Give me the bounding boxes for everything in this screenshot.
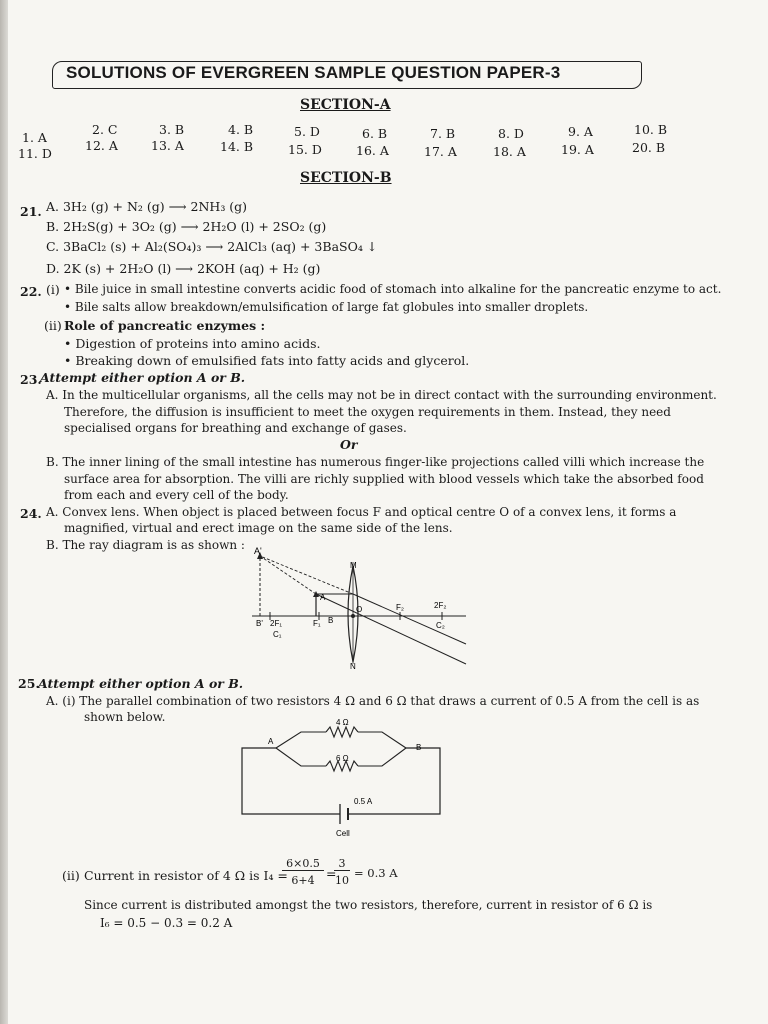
ray-extension-1 [260,556,353,594]
answer-12: 12. A [85,138,118,153]
q24-option-a-line-2: magnified, virtual and erect image on the same side of the lens. [64,521,453,535]
answer-5: 5. D [294,124,320,139]
q24-option-b-line: B. The ray diagram is as shown : [46,538,245,552]
ray-extension-2 [260,556,316,594]
label-b: B [328,616,334,625]
label-a: A [320,593,326,602]
answer-11: 11. D [18,146,52,161]
fraction-2-denominator: 10 [335,874,349,887]
label-f1: F₁ [313,619,321,628]
q24-option-a-line-1: A. Convex lens. When object is placed between focus F and optical centre O of a convex lens, it forms a [46,505,677,519]
answer-6: 6. B [362,126,388,141]
label-n: N [350,662,356,670]
q23-option-a-line-2: Therefore, the diffusion is insufficient to meet the oxygen requirements in them. Instead, they need [64,405,671,419]
q21-equation-c: C. 3BaCl₂ (s) + Al₂(SO₄)₃ ⟶ 2AlCl₃ (aq) + 3BaSO₄ ↓ [46,239,378,254]
answer-17: 17. A [424,144,457,159]
q25-part-i-line-2: shown below. [84,710,166,724]
question-22-number: 22. [20,284,42,299]
answer-2: 2. C [92,122,118,137]
answer-13: 13. A [151,138,184,153]
answer-19: 19. A [561,142,594,157]
label-current: 0.5 A [354,797,373,806]
section-b-heading: SECTION-B [300,170,392,186]
q25-intro: Attempt either option A or B. [38,676,244,691]
resistor-4-ohm [326,727,358,737]
q22-bile-salts-bullet: • Bile salts allow breakdown/emulsification of large fat globules into smaller droplets. [64,300,589,314]
q25-part-i-line-1: A. (i) The parallel combination of two resistors 4 Ω and 6 Ω that draws a current of 0.5 A from the cell is as [46,694,700,708]
q21-equation-a: A. 3H₂ (g) + N₂ (g) ⟶ 2NH₃ (g) [46,199,248,214]
q22-pancreatic-heading: Role of pancreatic enzymes : [64,318,266,333]
ray-diagram [230,546,470,670]
label-m: M [350,561,357,570]
circuit-diagram [236,716,446,852]
branch-upper-left [276,732,326,748]
branch-lower-right [358,748,406,766]
q23-option-a-line-1: A. In the multicellular organisms, all the cells may not be in direct contact with the surrounding environment. [46,388,717,402]
fraction-1-denominator: 6+4 [291,874,315,887]
q25-part-ii-text: Current in resistor of 4 Ω is I₄ = [84,868,288,883]
label-4-ohm: 4 Ω [336,718,349,727]
question-23-number: 23. [20,372,42,387]
q23-option-a-line-3: specialised organs for breathing and exchange of gases. [64,421,407,435]
label-node-b: B [416,743,422,752]
label-b-prime: B' [256,619,263,628]
answer-8: 8. D [498,126,524,141]
q25-current-6-ohm: I₆ = 0.5 − 0.3 = 0.2 A [100,916,233,930]
question-21-number: 21. [20,204,42,219]
q22-part-ii-label: (ii) [44,318,62,333]
question-25-number: 25. [18,676,40,691]
optical-centre-dot [351,614,355,618]
label-node-a: A [268,737,274,746]
page-title: SOLUTIONS OF EVERGREEN SAMPLE QUESTION PAPER-3 [66,63,561,82]
q23-option-b-line-1: B. The inner lining of the small intestine has numerous finger-like projections called villi which increase the [46,455,705,469]
q22-fats-bullet: • Breaking down of emulsified fats into fatty acids and glycerol. [64,353,470,368]
label-a-prime: A' [254,546,262,556]
answer-10: 10. B [634,122,668,137]
q23-option-b-line-2: surface area for absorption. The villi are richly supplied with blood vessels which take the absorbed food [64,472,704,486]
answer-16: 16. A [356,143,389,158]
q25-part-ii-label: (ii) [62,868,80,883]
answer-4: 4. B [228,122,254,137]
answer-7: 7. B [430,126,456,141]
q22-part-i-label: (i) [46,282,60,297]
q21-equation-d: D. 2K (s) + 2H₂O (l) ⟶ 2KOH (aq) + H₂ (g) [46,261,321,276]
q23-option-b-line-3: from each and every cell of the body. [64,488,289,502]
fraction-2-numerator: 3 [334,857,350,871]
label-2f1: 2F₁ [270,619,283,628]
answer-14: 14. B [220,139,254,154]
branch-upper-right [358,732,406,748]
q23-intro: Attempt either option A or B. [40,370,246,385]
answer-18: 18. A [493,144,526,159]
label-f2: F₂ [396,603,404,612]
q25-since-line: Since current is distributed amongst the two resistors, therefore, current in resistor of 6 Ω is [84,898,653,912]
q21-equation-b: B. 2H₂S(g) + 3O₂ (g) ⟶ 2H₂O (l) + 2SO₂ (g) [46,219,327,234]
equals-sign-1: = [326,866,337,881]
answer-1: 1. A [22,130,47,145]
question-24-number: 24. [20,506,42,521]
label-cell: Cell [336,829,350,838]
label-c1: C₁ [273,630,282,639]
branch-lower-left [276,748,326,766]
answer-3: 3. B [159,122,185,137]
answer-20: 20. B [632,140,666,155]
result-current-4-ohm: = 0.3 A [354,866,398,880]
q23-or: Or [340,437,358,452]
wire-left [242,748,340,814]
q22-proteins-bullet: • Digestion of proteins into amino acids. [64,336,321,351]
label-o: O [356,605,363,614]
section-a-heading: SECTION-A [300,97,391,113]
answer-9: 9. A [568,124,593,139]
fraction-1-numerator: 6×0.5 [282,857,324,871]
answer-15: 15. D [288,142,322,157]
label-2f2: 2F₂ [434,601,447,610]
q22-bile-juice-bullet: • Bile juice in small intestine converts acidic food of stomach into alkaline for the pancreatic enzyme to act. [64,282,722,296]
label-c2: C₂ [436,621,445,630]
label-6-ohm: 6 Ω [336,754,349,763]
